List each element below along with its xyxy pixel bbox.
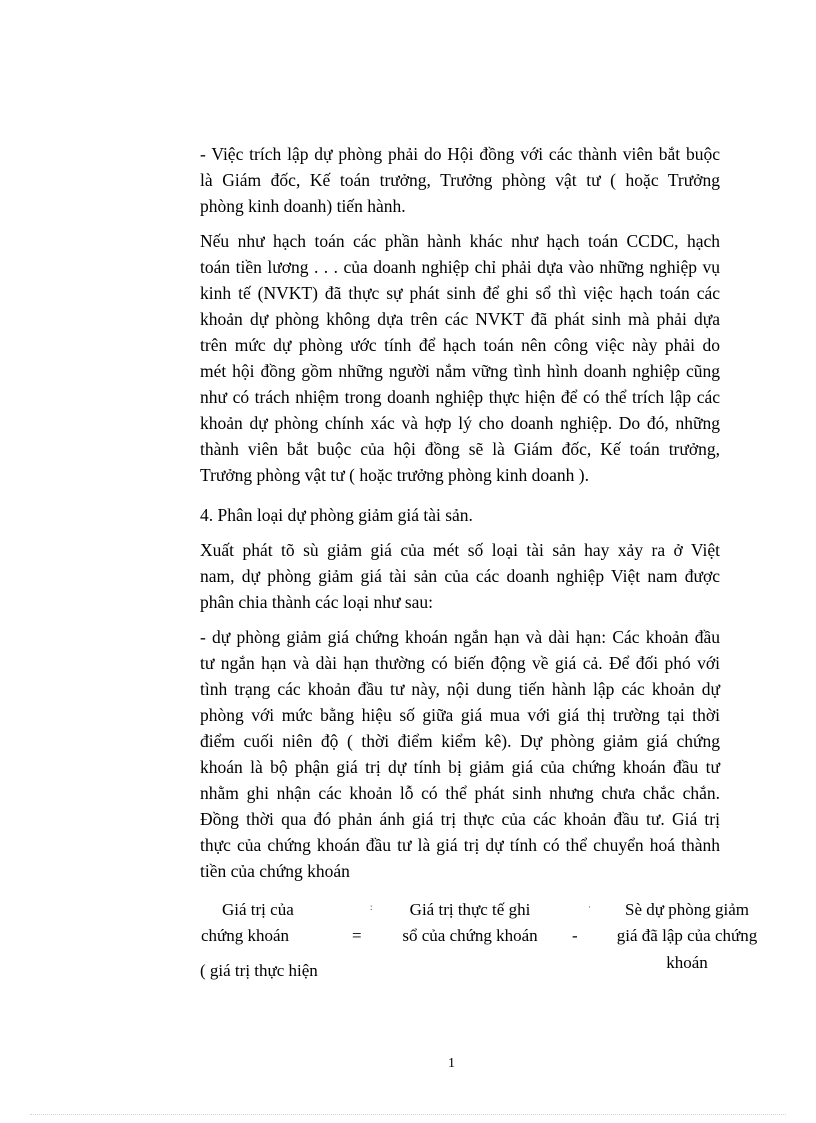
formula-mark: : [370,902,373,912]
text-line: tư ngắn hạn và dài hạn thường có biến động về giá cả. Để đối phó với [200,653,720,673]
formula-minus: - [572,926,578,945]
footer-divider [30,1114,786,1115]
text-line: phòng với mức bằng hiệu số giữa giá mua với giá thị trường tại thời [200,705,720,725]
formula-equals: = [352,926,362,945]
formula-left-line2: chứng khoán [201,926,290,945]
text-line: kinh tế (NVKT) đã thực sự phát sinh để ghi sổ thì việc hạch toán các [200,283,720,303]
text-line: tình trạng các khoản đầu tư này, nội dung tiến hành lập các khoản dự [200,679,720,699]
text-line: điểm cuối niên độ ( thời điểm kiểm kê). Dự phòng giảm giá chứng [200,731,720,751]
section-heading: 4. Phân loại dự phòng giảm giá tài sản. [200,505,473,525]
text-line: - dự phòng giảm giá chứng khoán ngắn hạn và dài hạn: Các khoản đầu [200,627,720,647]
text-line: phân chia thành các loại như sau: [200,592,434,612]
text-line: trên mức dự phòng ước tính để hạch toán nên công việc này phải do [200,335,720,355]
text-line: - Việc trích lập dự phòng phải do Hội đồng với các thành viên bắt buộc [200,144,720,164]
text-line: thực của chứng khoán đầu tư là giá trị dự tính có thể chuyển hoá thành [200,835,720,855]
formula-left-line1: Giá trị của [222,900,294,919]
text-line: thành viên bắt buộc của hội đồng sẽ là Giám đốc, Kế toán trưởng, [200,439,720,459]
text-line: khoản dự phòng không dựa trên các NVKT đã phát sinh mà phải dựa [200,309,720,329]
formula-mid-line2: sổ của chứng khoán [402,926,538,945]
text-line: khoản dự phòng chính xác và hợp lý cho doanh nghiệp. Do đó, những [200,413,720,433]
text-line: khoán là bộ phận giá trị dự tính bị giảm giá của chứng khoán đầu tư [200,757,720,777]
text-line: toán tiền lương . . . của doanh nghiệp chỉ phải dựa vào những nghiệp vụ [200,257,720,277]
formula-mid-line1: Giá trị thực tế ghi [409,900,531,919]
text-line: Đồng thời qua đó phản ánh giá trị thực của các khoản đầu tư. Giá trị [200,809,720,829]
text-line: như có trách nhiệm trong doanh nghiệp thực hiện để có thể trích lập các [200,387,720,407]
text-line: nam, dự phòng giảm giá tài sản của các doanh nghiệp Việt nam được [200,566,720,586]
text-line: nhằm ghi nhận các khoản lỗ có thể phát sinh nhưng chưa chắc chắn. [200,783,720,803]
formula-mark: · [588,902,591,912]
text-line: tiền của chứng khoán [200,861,350,881]
formula-right-line1: Sè dự phòng giảm [625,900,749,919]
text-line: Trưởng phòng vật tư ( hoặc trưởng phòng kinh doanh ). [200,465,589,485]
text-line: là Giám đốc, Kế toán trưởng, Trưởng phòng vật tư ( hoặc Trưởng [200,170,720,190]
text-line: Nếu như hạch toán các phần hành khác như hạch toán CCDC, hạch [200,231,720,251]
formula-left-line3: ( giá trị thực hiện [200,961,318,980]
text-line: Xuất phát tõ sù giảm giá của mét số loại tài sản hay xảy ra ở Việt [200,540,720,560]
formula-right-line3: khoán [666,953,708,972]
text-line: mét hội đồng gồm những người nắm vững tình hình doanh nghiệp cũng [200,361,720,381]
page-number: 1 [448,1056,455,1071]
formula-right-line2: giá đã lập của chứng [616,926,758,945]
text-line: phòng kinh doanh) tiến hành. [200,196,406,216]
